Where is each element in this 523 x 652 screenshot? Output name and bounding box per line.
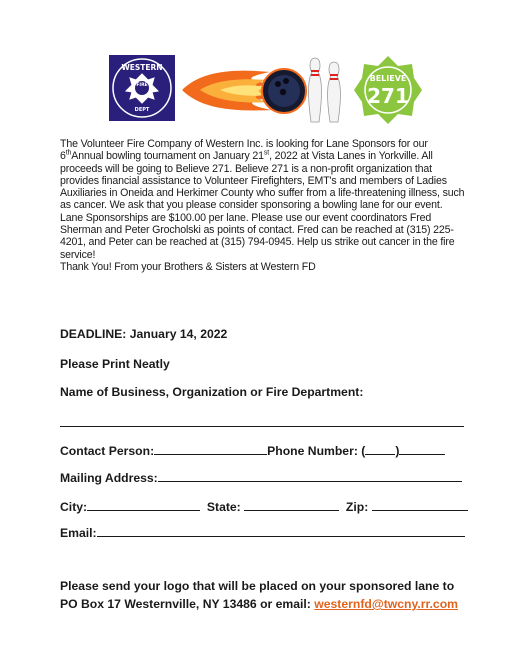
email-label: Email: (60, 526, 97, 540)
city-field[interactable] (87, 499, 200, 511)
mailing-address-field[interactable] (158, 470, 462, 482)
deadline: DEADLINE: January 14, 2022 (60, 327, 228, 341)
sponsorship-letter (60, 138, 470, 273)
print-neatly-note: Please Print Neatly (60, 357, 170, 371)
business-name-label: Name of Business, Organization or Fire Department: (60, 385, 364, 399)
city-label: City: (60, 500, 88, 514)
phone-number-label: Phone Number: ( (267, 444, 366, 458)
phone-number-field[interactable] (399, 443, 445, 455)
state-field[interactable] (244, 499, 339, 511)
believe-271-logo (352, 54, 424, 126)
letter-signoff: Thank You! From your Brothers & Sisters at Western FD (60, 260, 316, 273)
state-label: State: (206, 500, 241, 514)
logo-banner (0, 50, 523, 130)
western-fire-dept-logo (109, 55, 175, 121)
contact-row (60, 443, 445, 458)
flaming-bowling-ball-logo (180, 50, 350, 130)
contact-email-link[interactable]: westernfd@twcny.rr.com (314, 597, 458, 611)
submission-instructions (60, 577, 480, 613)
phone-paren-close: ) (395, 444, 400, 458)
logo-text-dept: DEPT (134, 107, 150, 113)
logo-text-fire: FIRE (136, 83, 148, 88)
mailing-address-label: Mailing Address: (60, 471, 158, 485)
footer-line-1: Please send your logo that will be placed on your sponsored lane to (60, 579, 455, 593)
zip-field[interactable] (372, 499, 468, 511)
city-state-zip-row (60, 499, 468, 514)
logo-text-western: WESTERN (121, 63, 163, 72)
email-row (60, 525, 465, 540)
letter-paragraph-contacts: Lane Sponsorships are $100.00 per lane. Please use our event coordinators Fred Sherman and Peter Grocholski as points of contact. Fred can be reached at (315) 225-4201, and Peter can be reached at (315) 794-0945. Help us strike out cancer in the fire service! (60, 211, 455, 261)
footer-line-2: PO Box 17 Westernville, NY 13486 or email: westernfd@twcny.rr.com (60, 597, 458, 611)
contact-person-field[interactable] (154, 443, 267, 455)
mailing-row (60, 470, 462, 485)
believe-number: 271 (367, 84, 409, 108)
phone-area-code-field[interactable] (365, 443, 395, 455)
zip-label: Zip: (345, 500, 369, 514)
email-field[interactable] (97, 525, 465, 537)
business-name-field[interactable] (60, 426, 464, 427)
believe-text: BELIEVE (369, 74, 407, 83)
contact-person-label: Contact Person: (60, 444, 155, 458)
letter-paragraph-intro: The Volunteer Fire Company of Western Inc. is looking for Lane Sponsors for our 6thAnnual bowling tournament on January 21st, 2022 at Vista Lanes in Yorkville. All proceeds will be going to Believe 271. Believe 271 is a non-profit organization that provides financial assistance to Volunteer Firefighters, EMT's and members of Ladies Auxiliaries in Oneida and Herkimer County who suffer from a life-threatening illness, such as cancer. We ask that you please consider sponsoring a bowling lane for our event. (60, 138, 465, 212)
